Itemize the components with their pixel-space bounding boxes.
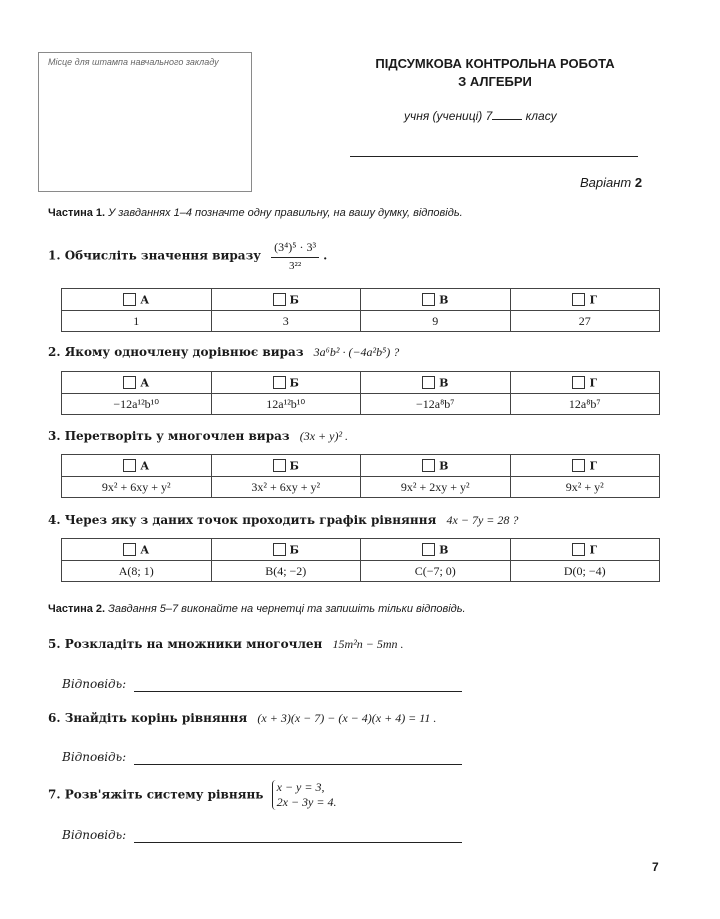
checkbox[interactable] (572, 459, 585, 472)
q2-value-a: −12a¹²b¹⁰ (62, 394, 212, 415)
q7-equation-2: 2x − 3y = 4. (276, 795, 337, 809)
q3-value-b: 3x² + 6xy + y² (211, 477, 361, 498)
checkbox[interactable] (422, 459, 435, 472)
q1-numerator: (3⁴)⁵ · 3³ (271, 240, 319, 258)
checkbox[interactable] (123, 459, 136, 472)
q1-option-c[interactable]: В (361, 289, 511, 311)
checkbox[interactable] (123, 376, 136, 389)
q3-value-a: 9x² + 6xy + y² (62, 477, 212, 498)
name-field-line[interactable] (350, 156, 638, 157)
q1-value-b: 3 (211, 311, 361, 332)
q1-option-b[interactable]: Б (211, 289, 361, 311)
q2-option-a[interactable]: А (62, 372, 212, 394)
part1-instruction: У завданнях 1–4 позначте одну правильну, на вашу думку, відповідь. (108, 207, 463, 219)
q3-option-d[interactable]: Г (510, 455, 660, 477)
q1-option-d[interactable]: Г (510, 289, 660, 311)
class-blank[interactable] (492, 119, 522, 120)
q4-value-a: A(8; 1) (62, 561, 212, 582)
question-2 (48, 345, 399, 360)
q6-expression: (x + 3)(x − 7) − (x − 4)(x + 4) = 11 . (257, 711, 437, 725)
q3-option-b[interactable]: Б (211, 455, 361, 477)
checkbox[interactable] (273, 293, 286, 306)
student-prefix: учня (учениці) 7 (404, 109, 493, 123)
question-1: 1. Обчисліть значення виразу $\frac{\text{(3⁴)⁵ · 3³}}{\text{3²²}}$ . (48, 240, 328, 272)
q4-value-b: B(4; −2) (211, 561, 361, 582)
q3-option-a[interactable]: А (62, 455, 212, 477)
part1-label: Частина 1. (48, 207, 106, 219)
checkbox[interactable] (572, 376, 585, 389)
q4-expression: 4x − 7y = 28 ? (446, 513, 519, 527)
question-3 (48, 429, 348, 444)
q4-option-a[interactable]: А (62, 539, 212, 561)
q1-value-c: 9 (361, 311, 511, 332)
q4-text: 4. Через яку з даних точок проходить графік рівняння (48, 513, 437, 527)
q5-answer-label: Відповідь: (62, 677, 127, 691)
q2-value-b: 12a¹²b¹⁰ (211, 394, 361, 415)
part1-heading (48, 207, 463, 219)
q3-answer-table (61, 454, 660, 498)
question-6 (48, 711, 436, 726)
q1-option-a[interactable]: А (62, 289, 212, 311)
q3-expression: (3x + y)² . (299, 429, 349, 443)
q7-text: 7. Розв'яжіть систему рівнянь (48, 787, 264, 802)
q4-option-c[interactable]: В (361, 539, 511, 561)
q3-value-c: 9x² + 2xy + y² (361, 477, 511, 498)
q5-answer-line[interactable] (134, 691, 462, 692)
q1-answer-table (61, 288, 660, 332)
checkbox[interactable] (422, 543, 435, 556)
variant (580, 175, 642, 190)
q5-expression: 15m²n − 5mn . (332, 637, 404, 651)
q2-option-d[interactable]: Г (510, 372, 660, 394)
question-4 (48, 513, 518, 528)
checkbox[interactable] (422, 293, 435, 306)
checkbox[interactable] (273, 543, 286, 556)
q1-fraction (271, 240, 319, 272)
checkbox[interactable] (273, 459, 286, 472)
q2-text: 2. Якому одночлену дорівнює вираз (48, 345, 304, 359)
student-line (404, 109, 557, 123)
q6-answer-label: Відповідь: (62, 750, 127, 764)
q2-value-d: 12a⁸b⁷ (510, 394, 660, 415)
q4-answer-table (61, 538, 660, 582)
q2-answer-table (61, 371, 660, 415)
q2-option-b[interactable]: Б (211, 372, 361, 394)
q4-value-d: D(0; −4) (510, 561, 660, 582)
q2-value-c: −12a⁸b⁷ (361, 394, 511, 415)
part2-instruction: Завдання 5–7 виконайте на чернетці та запишіть тільки відповідь. (108, 603, 466, 615)
q3-value-d: 9x² + y² (510, 477, 660, 498)
q1-denominator: 3²² (289, 260, 302, 272)
q2-option-c[interactable]: В (361, 372, 511, 394)
q5-text: 5. Розкладіть на множники многочлен (48, 637, 323, 651)
checkbox[interactable] (422, 376, 435, 389)
q1-value-a: 1 (62, 311, 212, 332)
checkbox[interactable] (123, 543, 136, 556)
checkbox[interactable] (572, 293, 585, 306)
variant-label: Варіант (580, 175, 632, 190)
q3-option-c[interactable]: В (361, 455, 511, 477)
q2-expression: 3a⁶b² · (−4a²b⁵) ? (313, 345, 400, 359)
q6-text: 6. Знайдіть корінь рівняння (48, 711, 248, 725)
part2-heading (48, 603, 466, 615)
q4-value-c: C(−7; 0) (361, 561, 511, 582)
q1-value-d: 27 (510, 311, 660, 332)
stamp-label: Місце для штампа навчального закладу (48, 57, 219, 67)
stamp-box (38, 52, 252, 192)
page-number: 7 (652, 860, 659, 874)
checkbox[interactable] (273, 376, 286, 389)
title-line-1: ПІДСУМКОВА КОНТРОЛЬНА РОБОТА (375, 56, 615, 71)
student-suffix: класу (525, 109, 557, 123)
question-7 (48, 780, 336, 810)
q7-system (272, 780, 337, 810)
q4-option-d[interactable]: Г (510, 539, 660, 561)
q1-text: 1. Обчисліть значення виразу (48, 248, 261, 263)
checkbox[interactable] (123, 293, 136, 306)
checkbox[interactable] (572, 543, 585, 556)
q6-answer-line[interactable] (134, 764, 462, 765)
variant-number: 2 (634, 175, 643, 190)
q7-answer-label: Відповідь: (62, 828, 127, 842)
q4-option-b[interactable]: Б (211, 539, 361, 561)
title-line-2: З АЛГЕБРИ (458, 74, 532, 89)
q7-answer-line[interactable] (134, 842, 462, 843)
q3-text: 3. Перетворіть у многочлен вираз (48, 429, 290, 443)
part2-label: Частина 2. (48, 603, 106, 615)
q7-equation-1: x − y = 3, (276, 780, 325, 794)
question-5 (48, 637, 404, 652)
